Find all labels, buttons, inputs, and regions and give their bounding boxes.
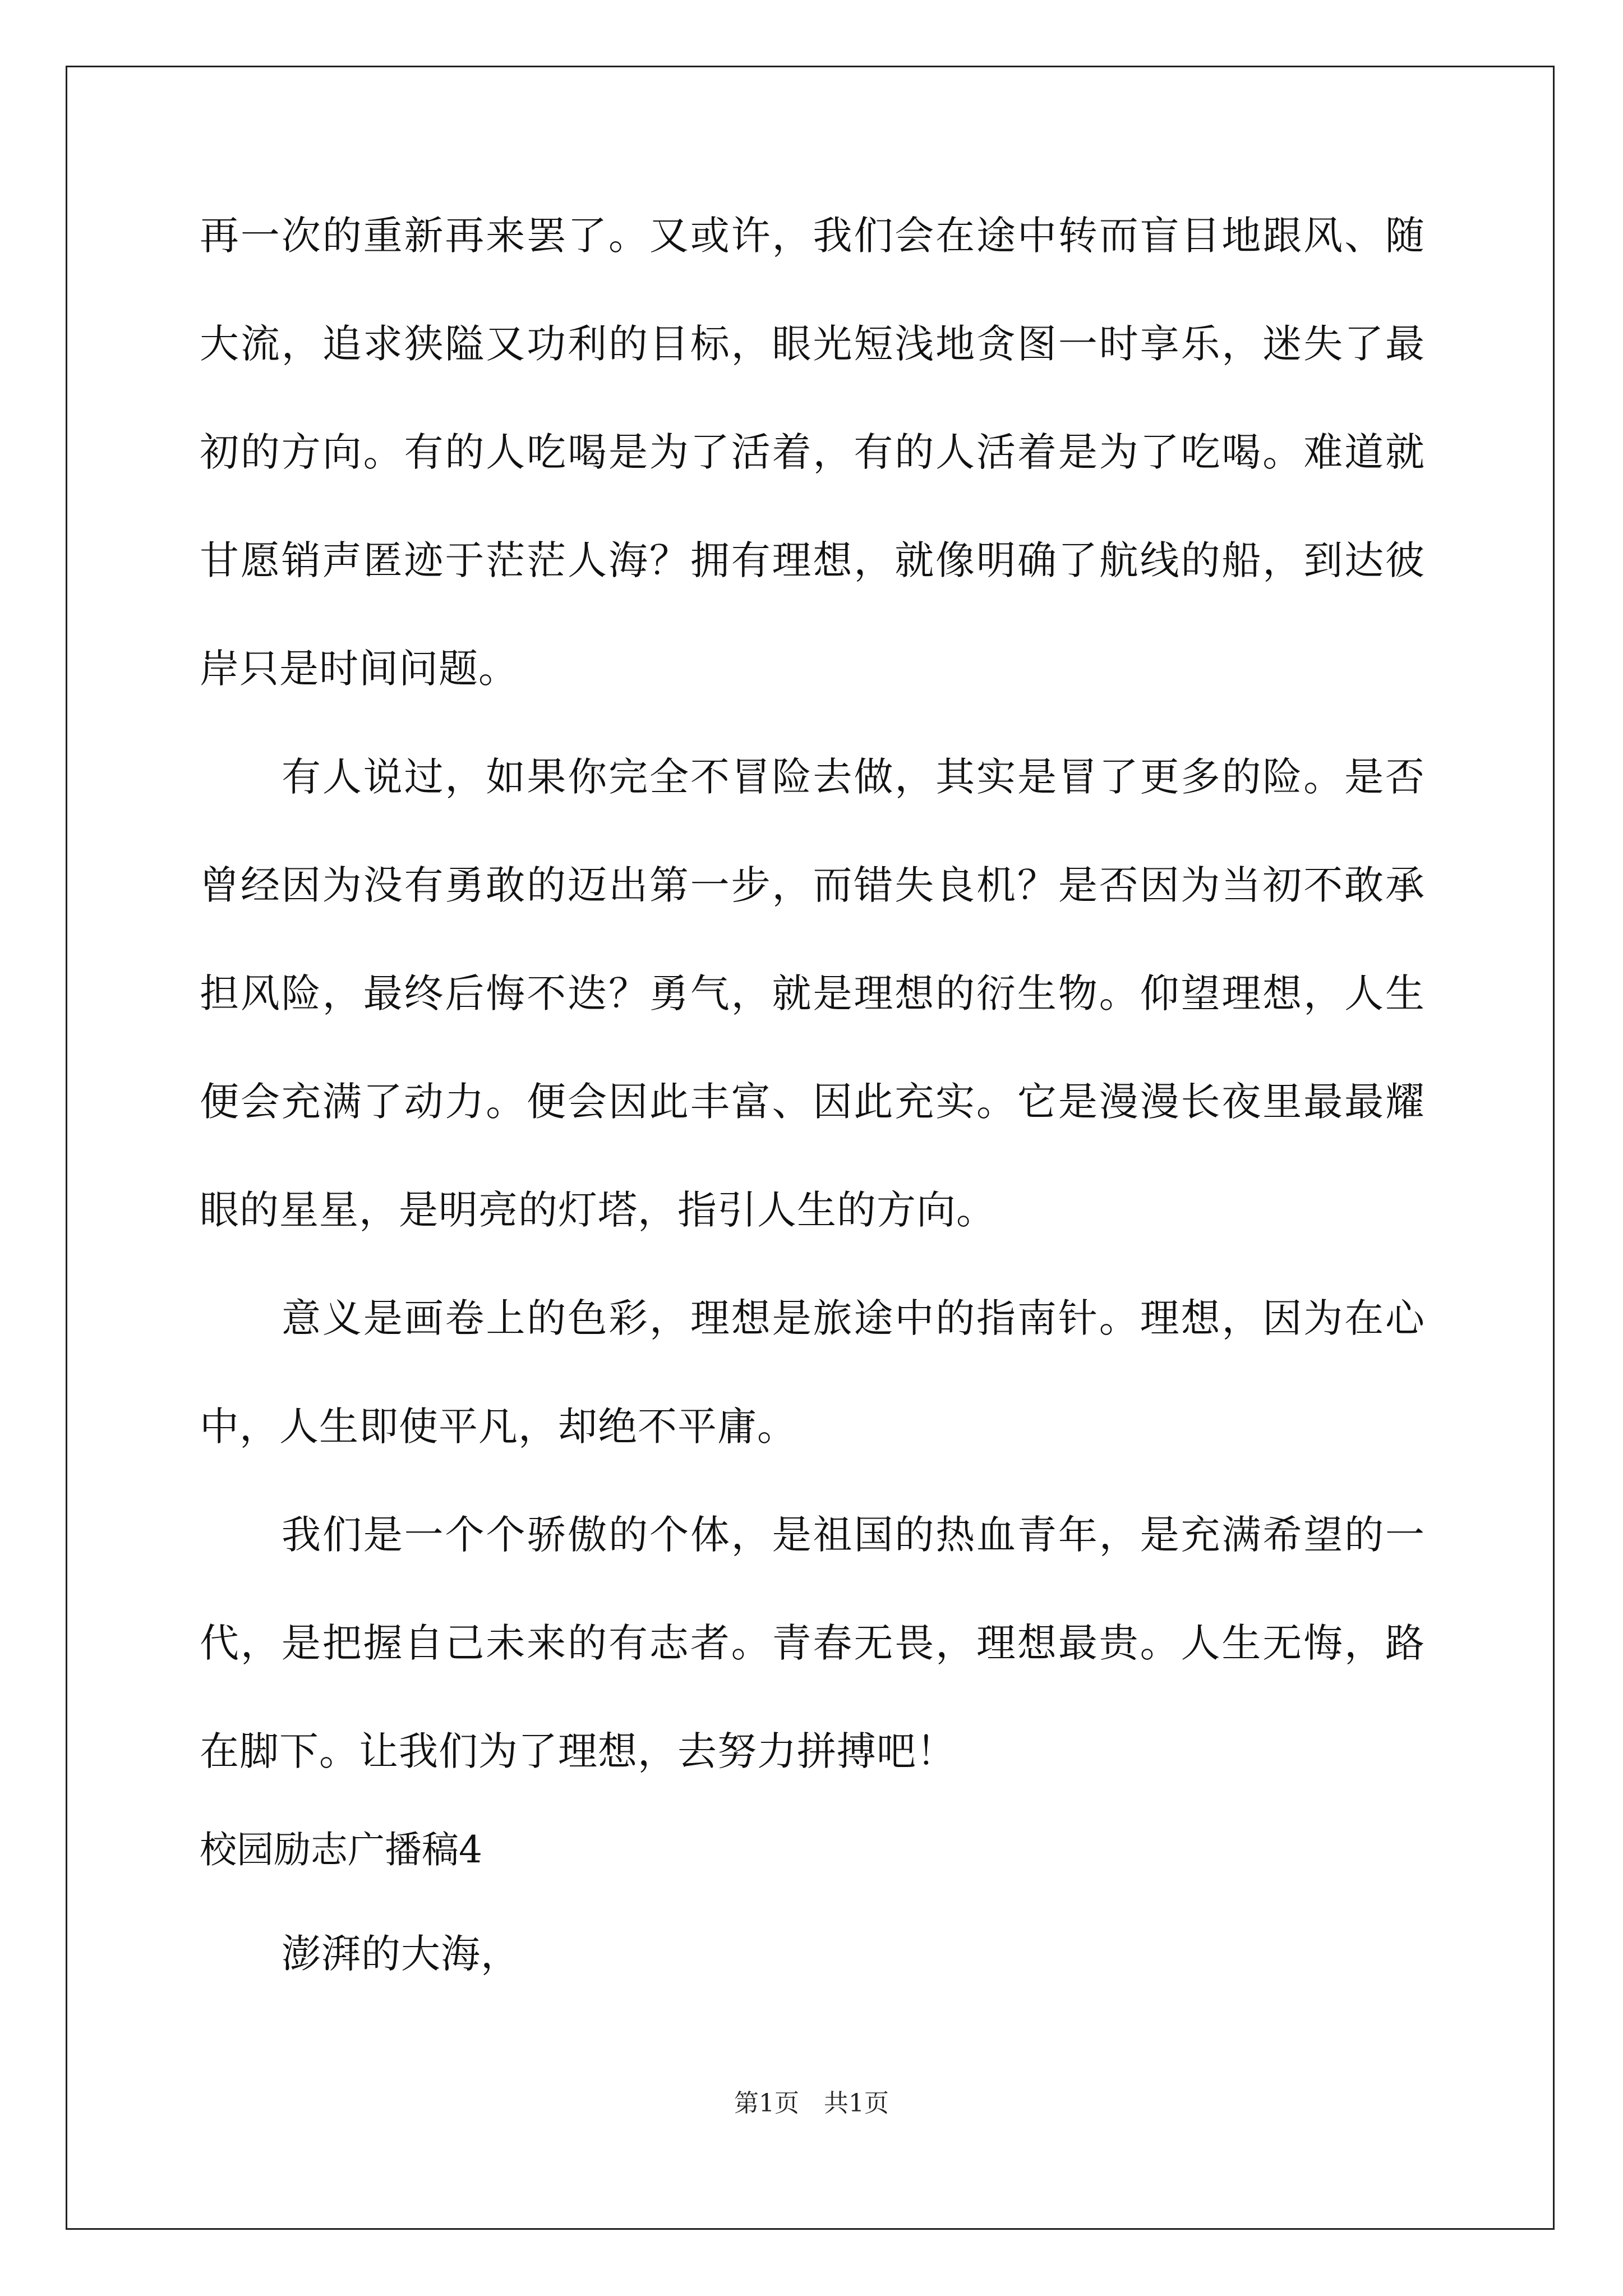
body-line-12: 中，人生即使平凡，却绝不平庸。 xyxy=(200,1404,797,1450)
body-line-7: 曾经因为没有勇敢的迈出第一步，而错失良机？是否因为当初不敢承 xyxy=(200,862,1425,908)
page-border xyxy=(66,66,1555,2230)
body-line-9: 便会充满了动力。便会因此丰富、因此充实。它是漫漫长夜里最最耀 xyxy=(200,1079,1425,1125)
body-line-6: 有人说过，如果你完全不冒险去做，其实是冒了更多的险。是否 xyxy=(282,754,1425,800)
body-line-2: 大流，追求狭隘又功利的目标，眼光短浅地贪图一时享乐，迷失了最 xyxy=(200,321,1425,367)
body-line-14: 代，是把握自己未来的有志者。青春无畏，理想最贵。人生无悔，路 xyxy=(200,1620,1425,1666)
body-line-3: 初的方向。有的人吃喝是为了活着，有的人活着是为了吃喝。难道就 xyxy=(200,429,1425,475)
body-line-15: 在脚下。让我们为了理想，去努力拼搏吧！ xyxy=(200,1728,956,1774)
section-heading: 校园励志广播稿4 xyxy=(200,1828,482,1871)
body-line-10: 眼的星星，是明亮的灯塔，指引人生的方向。 xyxy=(200,1187,996,1233)
body-line-after-heading: 澎湃的大海， xyxy=(282,1931,520,1977)
page-number-footer: 第1页 共1页 xyxy=(734,2089,889,2118)
body-line-5: 岸只是时间问题。 xyxy=(200,646,518,692)
body-line-4: 甘愿销声匿迹于茫茫人海？拥有理想，就像明确了航线的船，到达彼 xyxy=(200,537,1425,583)
body-line-1: 再一次的重新再来罢了。又或许，我们会在途中转而盲目地跟风、随 xyxy=(200,213,1425,259)
body-line-8: 担风险，最终后悔不迭？勇气，就是理想的衍生物。仰望理想，人生 xyxy=(200,970,1425,1016)
body-line-13: 我们是一个个骄傲的个体，是祖国的热血青年，是充满希望的一 xyxy=(282,1512,1425,1558)
body-line-11: 意义是画卷上的色彩，理想是旅途中的指南针。理想，因为在心 xyxy=(282,1295,1425,1341)
